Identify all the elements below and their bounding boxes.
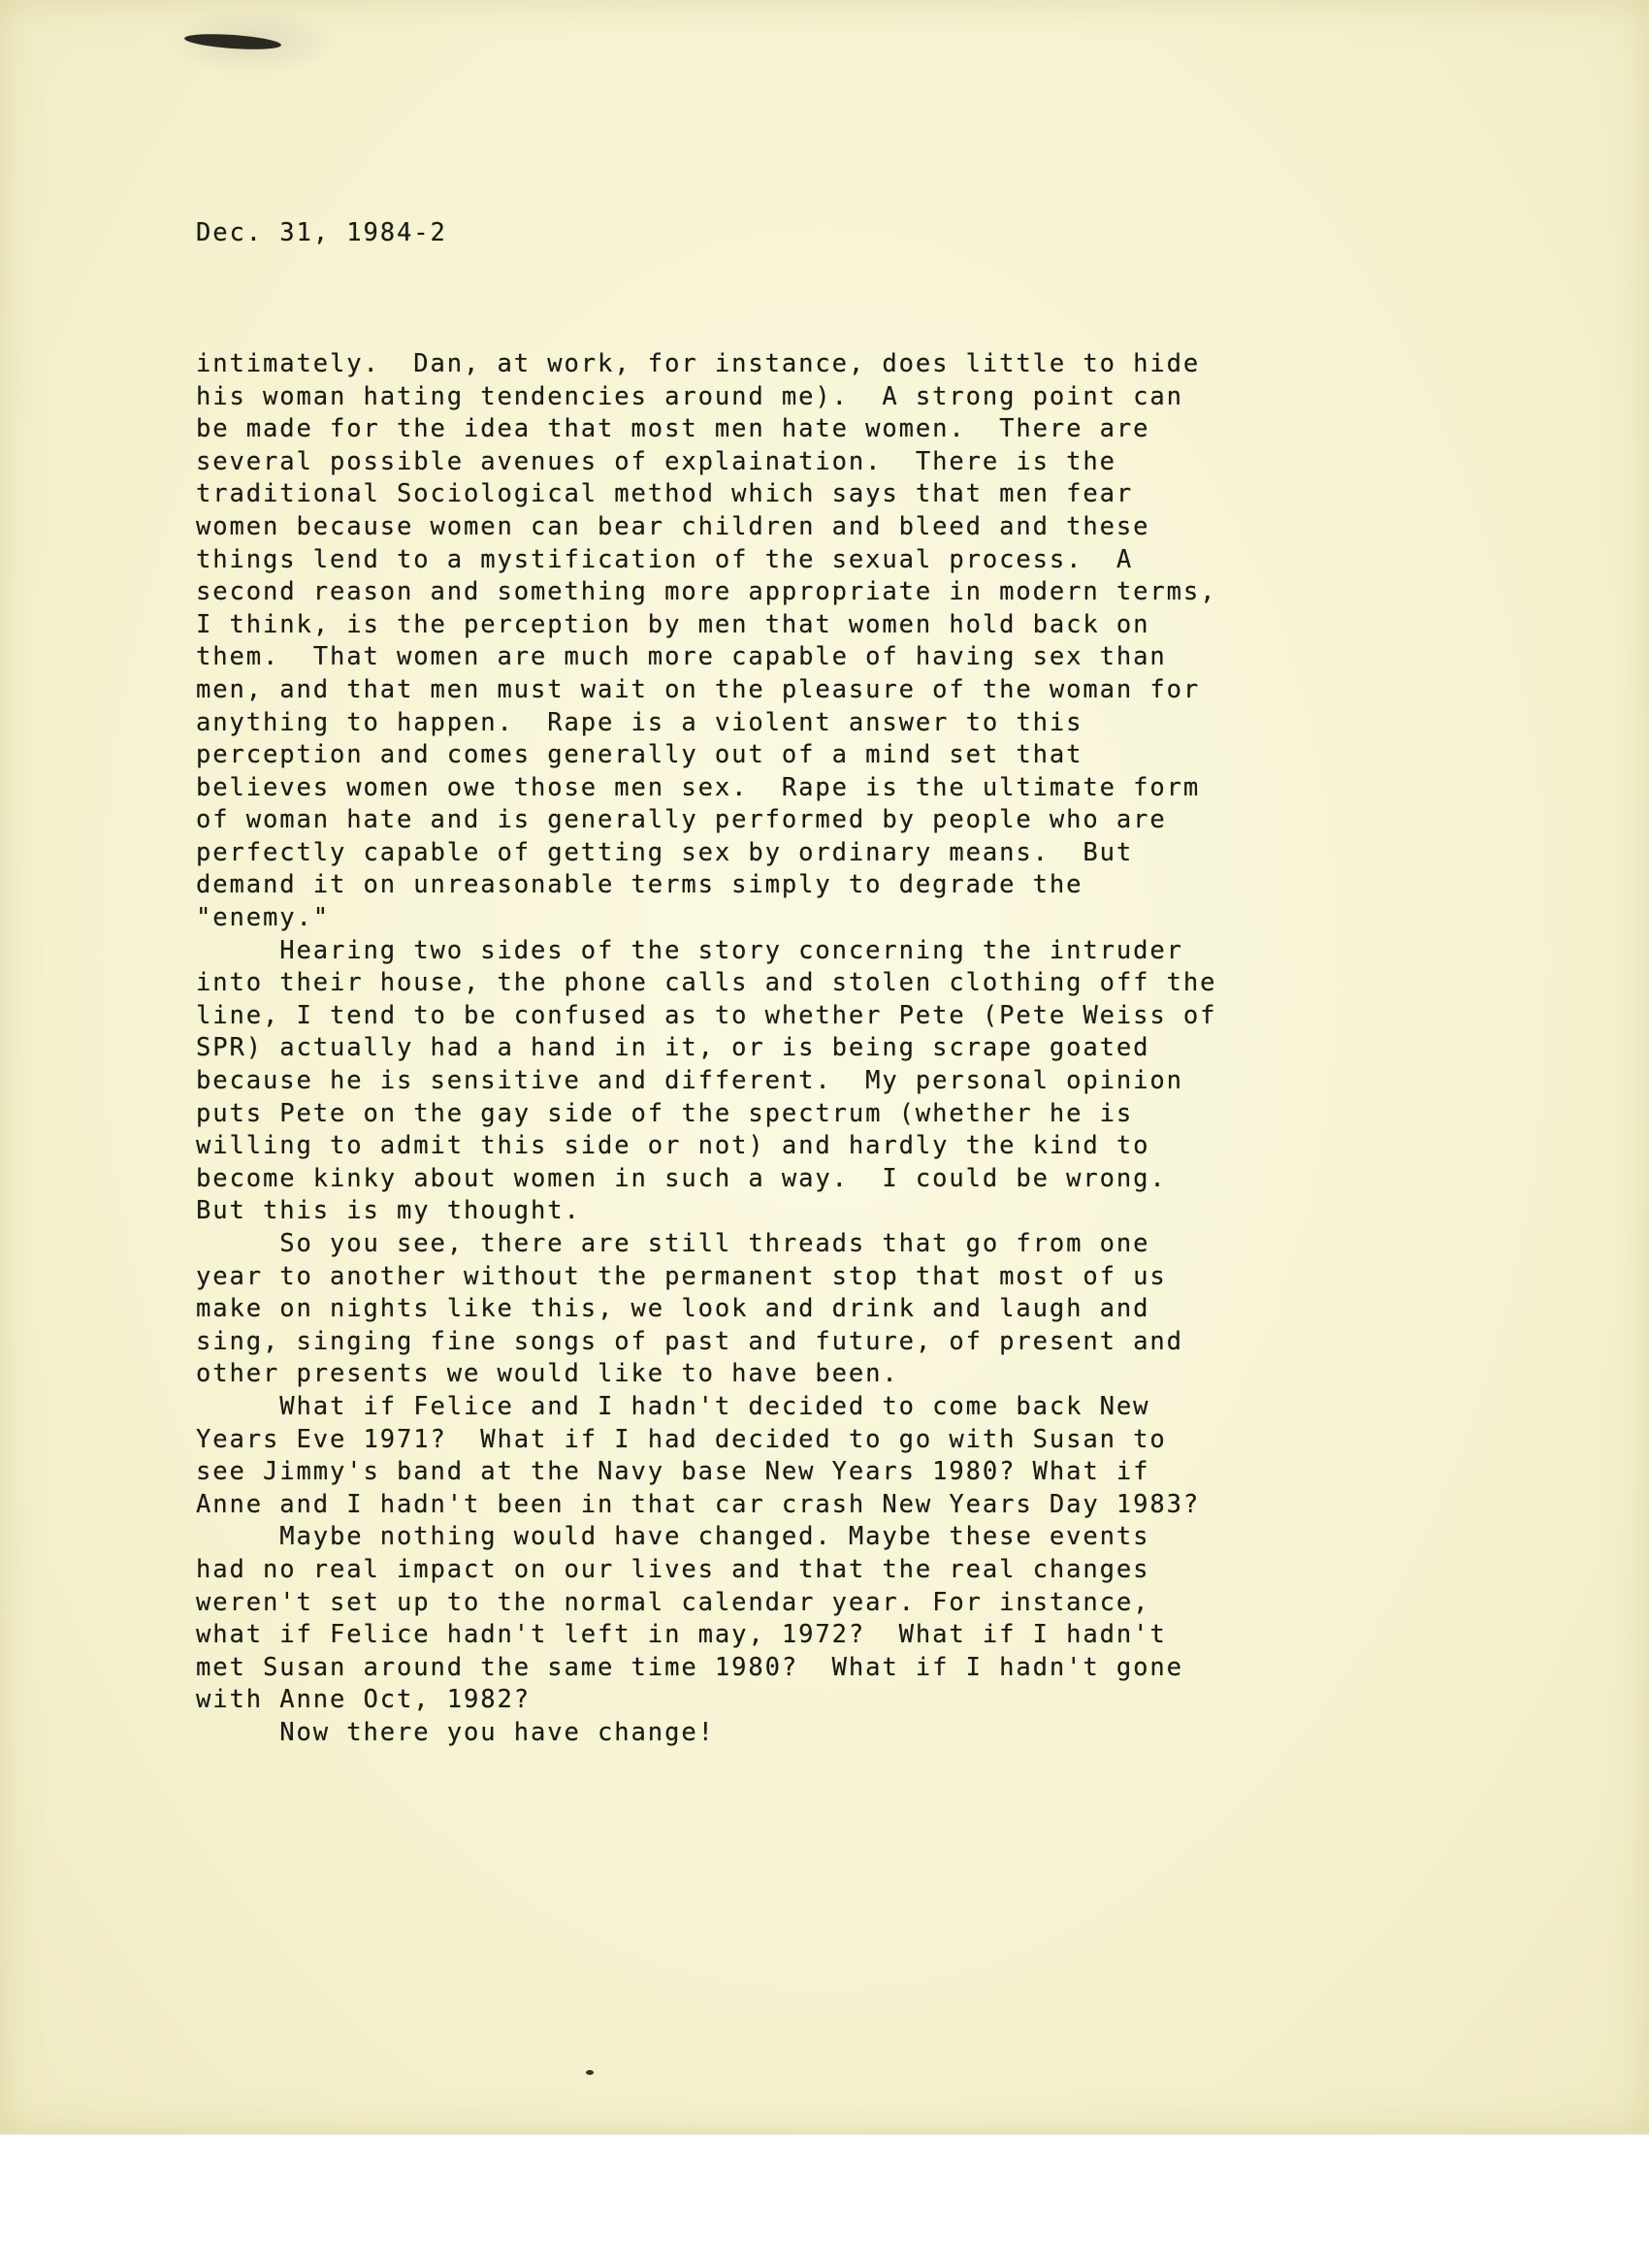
text-line: Anne and I hadn't been in that car crash New Years Day 1983? xyxy=(196,1489,1201,1519)
text-line: make on nights like this, we look and drink and laugh and xyxy=(196,1294,1150,1324)
text-line: perfectly capable of getting sex by ordinary means. But xyxy=(196,837,1134,867)
text-line: Maybe nothing would have changed. Maybe these events xyxy=(196,1522,1150,1552)
text-line: sing, singing fine songs of past and future, of present and xyxy=(196,1326,1183,1356)
text-line: demand it on unreasonable terms simply to degrade the xyxy=(196,870,1083,900)
text-line: willing to admit this side or not) and hardly the kind to xyxy=(196,1131,1150,1161)
text-line: anything to happen. Rape is a violent answer to this xyxy=(196,707,1083,737)
text-line: had no real impact on our lives and that the real changes xyxy=(196,1554,1150,1584)
text-line: Hearing two sides of the story concerning the intruder xyxy=(196,935,1183,965)
text-line: other presents we would like to have been. xyxy=(196,1359,899,1389)
text-line: with Anne Oct, 1982? xyxy=(196,1685,532,1715)
text-line: into their house, the phone calls and stolen clothing off the xyxy=(196,968,1217,998)
text-line: become kinky about women in such a way. I could be wrong. xyxy=(196,1163,1167,1193)
text-line: see Jimmy's band at the Navy base New Years 1980? What if xyxy=(196,1457,1150,1487)
text-line: several possible avenues of explaination. There is the xyxy=(196,446,1116,476)
text-line: weren't set up to the normal calendar year. For instance, xyxy=(196,1587,1150,1617)
text-line: met Susan around the same time 1980? What if I hadn't gone xyxy=(196,1652,1183,1682)
text-line: them. That women are much more capable of having sex than xyxy=(196,642,1167,672)
text-line: What if Felice and I hadn't decided to come back New xyxy=(196,1391,1150,1421)
page-header-date: Dec. 31, 1984-2 xyxy=(196,218,447,248)
text-line: SPR) actually had a hand in it, or is being scrape goated xyxy=(196,1033,1150,1063)
ink-fleck xyxy=(586,2070,594,2075)
text-line: men, and that men must wait on the pleasure of the woman for xyxy=(196,674,1201,704)
text-line: line, I tend to be confused as to whether Pete (Pete Weiss of xyxy=(196,1000,1217,1030)
text-line: year to another without the permanent stop that most of us xyxy=(196,1261,1167,1291)
typed-text xyxy=(196,152,1418,1815)
text-line: But this is my thought. xyxy=(196,1196,581,1226)
text-line: "enemy." xyxy=(196,903,331,933)
text-line: puts Pete on the gay side of the spectrum (whether he is xyxy=(196,1098,1134,1128)
text-line: be made for the idea that most men hate women. There are xyxy=(196,414,1150,444)
paper-bottom-edge xyxy=(0,2132,1649,2136)
text-line: because he is sensitive and different. My personal opinion xyxy=(196,1066,1183,1096)
text-line: women because women can bear children and bleed and these xyxy=(196,511,1150,541)
text-line: second reason and something more appropriate in modern terms, xyxy=(196,577,1217,607)
text-line: So you see, there are still threads that go from one xyxy=(196,1229,1150,1258)
text-line: Years Eve 1971? What if I had decided to go with Susan to xyxy=(196,1424,1167,1454)
text-line: intimately. Dan, at work, for instance, does little to hide xyxy=(196,348,1201,378)
text-line: his woman hating tendencies around me). A strong point can xyxy=(196,381,1183,411)
text-line: Now there you have change! xyxy=(196,1717,715,1747)
text-line: traditional Sociological method which says that men fear xyxy=(196,479,1134,509)
text-line: things lend to a mystification of the sexual process. A xyxy=(196,544,1134,574)
text-line: of woman hate and is generally performed by people who are xyxy=(196,805,1167,835)
body-text xyxy=(196,348,1418,1750)
text-line: I think, is the perception by men that women hold back on xyxy=(196,609,1150,639)
text-line: perception and comes generally out of a mind set that xyxy=(196,740,1083,770)
text-line: believes women owe those men sex. Rape is the ultimate form xyxy=(196,772,1201,802)
text-line: what if Felice hadn't left in may, 1972? What if I hadn't xyxy=(196,1620,1167,1650)
